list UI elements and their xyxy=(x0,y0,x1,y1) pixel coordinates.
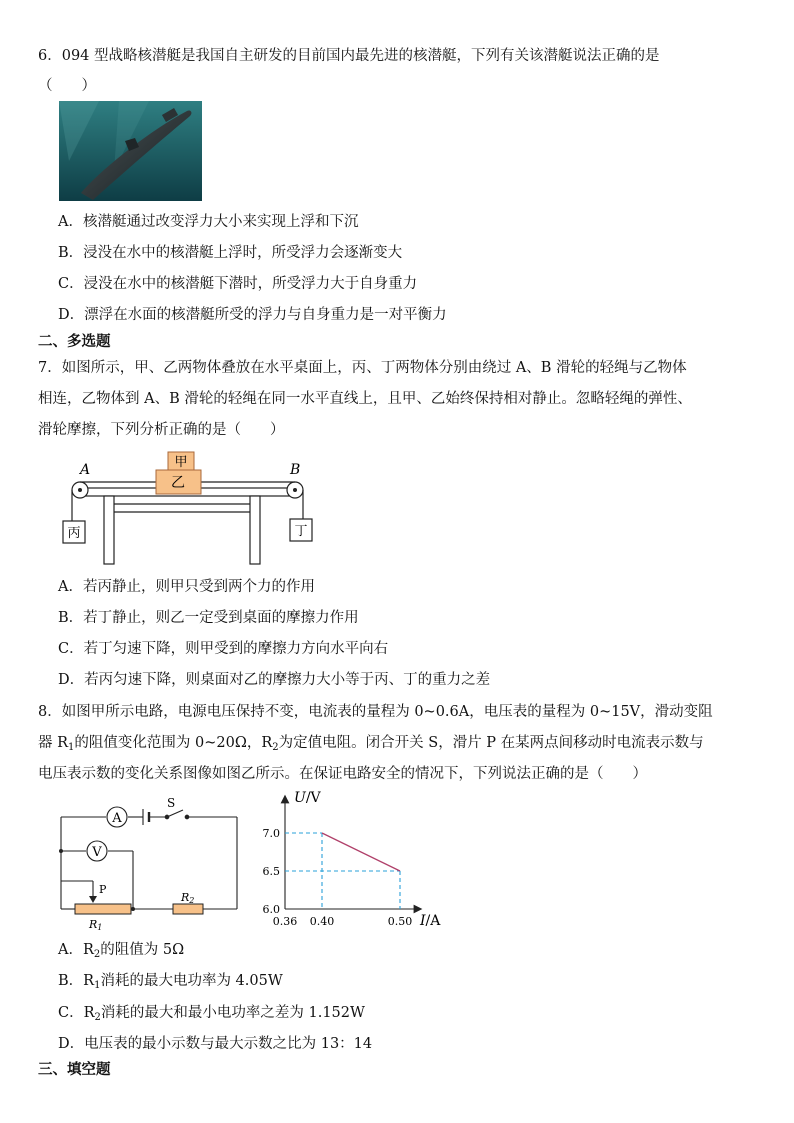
q7-stem-line1: 7．如图所示，甲、乙两物体叠放在水平桌面上，丙、丁两物体分别由绕过 A、B 滑轮的轻绳与乙物体 xyxy=(38,360,687,376)
q6-option-b: B．浸没在水中的核潜艇上浮时，所受浮力会逐渐变大 xyxy=(58,245,403,261)
ui-graph xyxy=(250,785,450,934)
y-tick-label: 6.5 xyxy=(262,865,280,878)
q7-stem-line3: 滑轮摩擦，下列分析正确的是（ ） xyxy=(38,422,285,438)
q8-option-b: B．$R_1$消耗的最大电功率为 4.05W xyxy=(58,973,283,991)
q6-stem-line2: （ ） xyxy=(38,78,96,94)
pulley-table-figure xyxy=(60,446,320,572)
r1-label: R1 xyxy=(89,918,103,930)
block-yi-label: 乙 xyxy=(171,475,185,491)
q8-option-d: D．电压表的最小示数与最大示数之比为 13：14 xyxy=(58,1036,373,1052)
voltmeter-label: V xyxy=(92,845,102,860)
submarine-photo xyxy=(59,101,202,201)
y-tick-label: 7.0 xyxy=(262,827,280,840)
x-tick-label: 0.50 xyxy=(387,915,413,928)
q7-option-a: A．若丙静止，则甲只受到两个力的作用 xyxy=(58,579,315,595)
q6-option-a: A．核潜艇通过改变浮力大小来实现上浮和下沉 xyxy=(58,214,359,230)
q6-stem-line1: 6．094 型战略核潜艇是我国自主研发的目前国内最先进的核潜艇，下列有关该潜艇说法正确的是 xyxy=(38,48,660,64)
q7-stem-line2: 相连，乙物体到 A、B 滑轮的轻绳在同一水平直线上，且甲、乙始终保持相对静止。忽略轻绳的弹性、 xyxy=(38,391,692,407)
q7-option-d: D．若丙匀速下降，则桌面对乙的摩擦力大小等于丙、丁的重力之差 xyxy=(58,672,491,688)
q7-option-b: B．若丁静止，则乙一定受到桌面的摩擦力作用 xyxy=(58,610,359,626)
r2-label: R2 xyxy=(181,891,195,905)
y-tick-label: 6.0 xyxy=(262,903,280,916)
ammeter-label: A xyxy=(112,811,122,826)
x-axis-label: I/A xyxy=(420,913,441,929)
q7-option-c: C．若丁匀速下降，则甲受到的摩擦力方向水平向右 xyxy=(58,641,389,657)
block-jia-label: 甲 xyxy=(174,455,188,470)
section-fill-in-blank: 三、填空题 xyxy=(38,1061,111,1078)
section-multiple-choice: 二、多选题 xyxy=(38,333,111,350)
q6-option-c: C．浸没在水中的核潜艇下潜时，所受浮力大于自身重力 xyxy=(58,276,418,292)
y-axis-label: U/V xyxy=(294,790,321,806)
switch-label: S xyxy=(167,796,176,810)
x-tick-label: 0.40 xyxy=(309,915,335,928)
data-line xyxy=(322,833,400,871)
block-bing-label: 丙 xyxy=(67,526,81,541)
q8-option-a: A．$R_2$的阻值为 5Ω xyxy=(58,942,185,960)
q8-option-c: C．$R_2$消耗的最大和最小电功率之差为 1.152W xyxy=(58,1005,365,1023)
x-tick-label: 0.36 xyxy=(272,915,298,928)
pulley-a-label: A xyxy=(80,462,91,478)
pulley-b-label: B xyxy=(290,462,301,478)
q8-stem-line1: 8．如图甲所示电路，电源电压保持不变，电流表的量程为 0~0.6A，电压表的量程为 0~15V，滑动变阻 xyxy=(38,704,713,720)
block-ding-label: 丁 xyxy=(294,524,308,539)
q8-stem-line2: 器 $R_1$的阻值变化范围为 0~20Ω，$R_2$为定值电阻。闭合开关 S，滑片 P 在某两点间移动时电流表示数与 xyxy=(38,735,704,753)
q8-stem-line3: 电压表示数的变化关系图像如图乙所示。在保证电路安全的情况下，下列说法正确的是（ ） xyxy=(38,766,647,782)
q6-option-d: D．漂浮在水面的核潜艇所受的浮力与自身重力是一对平衡力 xyxy=(58,307,447,323)
circuit-diagram xyxy=(55,795,245,934)
slider-label: P xyxy=(99,883,107,896)
